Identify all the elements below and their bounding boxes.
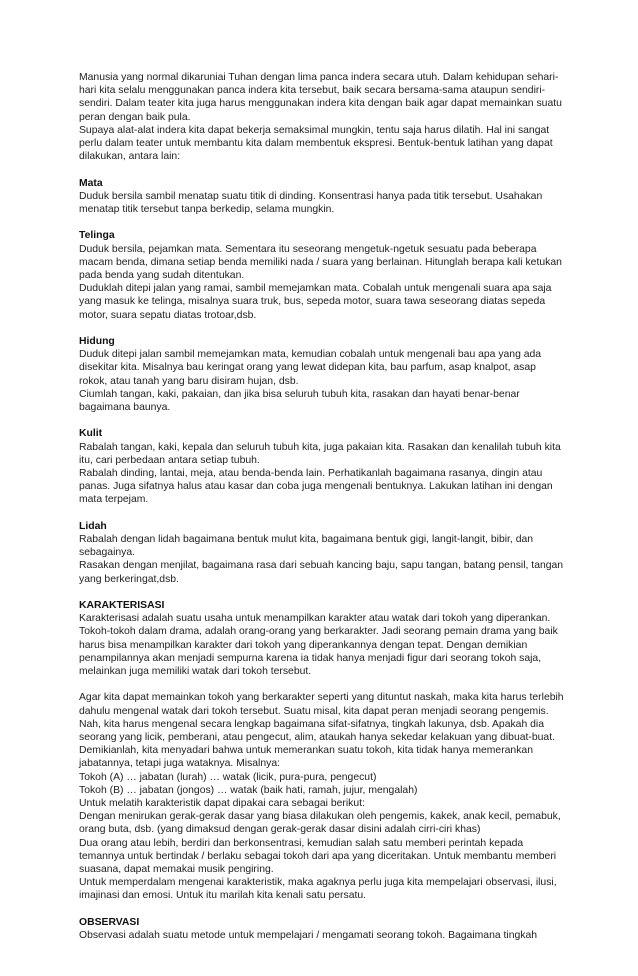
section-hidung — [79, 335, 565, 414]
section-heading: Telinga — [79, 230, 115, 242]
section-paragraph: Dengan menirukan gerak-gerak dasar yang biasa dilakukan oleh pengemis, kakek, anak kecil, pemabuk, orang buta, dsb. (yang dimaksud dengan gerak-gerak dasar disini adalah cirri-ciri khas) — [79, 811, 561, 836]
section-observasi — [79, 916, 565, 942]
section-telinga — [79, 229, 565, 321]
intro-paragraph: Supaya alat-alat indera kita dapat bekerja semaksimal mungkin, tentu saja harus dilatih. Hal ini sangat perlu dalam teater untuk membantu kita dalam membentuk ekspresi. Bentuk-bentuk latihan yang dapat dilakukan, antara lain: — [79, 124, 553, 163]
section-paragraph: Rabalah dinding, lantai, meja, atau benda-benda lain. Perhatikanlah bagaimana rasanya, dingin atau panas. Juga sifatnya halus atau kasar dan coba juga mengenali bentuknya. Lakukan latihan ini dengan mata terpejam. — [79, 468, 553, 506]
section-paragraph: Observasi adalah suatu metode untuk mempelajari / mengamati seorang tokoh. Bagaimana tingkah — [79, 930, 538, 942]
section-mata — [79, 177, 565, 217]
section-paragraph: Karakterisasi adalah suatu usaha untuk menampilkan karakter atau watak dari tokoh yang diperankan. Tokoh-tokoh dalam drama, adalah orang-orang yang berkarakter. Jadi seorang pemain drama yang baik harus bisa menampilkan karakter dari tokoh yang diperankannya dengan tepat. Dengan demikian penampilannya akan menjadi sempurna karena ia tidak hanya menjadi figur dari seorang tokoh saja, melainkan juga memiliki watak dari tokoh tersebut. — [79, 613, 558, 678]
section-paragraph: Dua orang atau lebih, berdiri dan berkonsentrasi, kemudian salah satu memberi perintah kepada temannya untuk bertindak / berlaku sebagai tokoh dari apa yang diceritakan. Untuk membantu memberi suasana, dapat memakai musik pengiring. — [79, 837, 557, 876]
section-heading: KARAKTERISASI — [79, 600, 165, 612]
paragraph-gap — [79, 678, 565, 691]
section-karakterisasi — [79, 599, 565, 903]
intro-paragraph: Manusia yang normal dikaruniai Tuhan dengan lima panca indera secara utuh. Dalam kehidupan sehari-hari kita selalu menggunakan panca indera kita tersebut, baik secara bersama-sama ataupun sendiri-sendiri. Dalam teater kita juga harus menggunakan indera kita dengan baik agar dapat memainkan suatu peran dengan baik pula. — [79, 72, 562, 123]
section-paragraph: Untuk melatih karakteristik dapat dipakai cara sebagai berikut: — [79, 798, 365, 810]
section-heading: OBSERVASI — [79, 916, 140, 928]
section-heading: Lidah — [79, 520, 107, 532]
section-paragraph: Duduk ditepi jalan sambil memejamkan mata, kemudian cobalah untuk mengenali bau apa yang ada disekitar kita. Misalnya bau keringat orang yang lewat didepan kita, bau parfum, asap knalpot, asap rokok, atau tanah yang baru disiram hujan, dsb. — [79, 349, 542, 387]
example-line: Tokoh (A) … jabatan (lurah) … watak (licik, pura-pura, pengecut) — [79, 771, 377, 783]
section-lidah — [79, 520, 565, 586]
section-paragraph: Rabalah dengan lidah bagaimana bentuk mulut kita, bagaimana bentuk gigi, langit-langit, bibir, dan sebagainya. — [79, 534, 534, 559]
section-heading: Mata — [79, 177, 103, 189]
section-kulit — [79, 427, 565, 506]
section-paragraph: Duduk bersila sambil menatap suatu titik di dinding. Konsentrasi hanya pada titik tersebut. Usahakan menatap titik tersebut tanpa berkedip, selama mungkin. — [79, 190, 543, 216]
section-heading: Kulit — [79, 428, 103, 440]
section-paragraph: Agar kita dapat memainkan tokoh yang berkarakter seperti yang dituntut naskah, maka kita harus terlebih dahulu mengenal watak dari tokoh tersebut. Suatu misal, kita dapat peran menjadi seorang pengemis. Nah, kita harus mengenal secara lengkap bagaimana sifat-sifatnya, tingkah lakunya, dsb. Apakah dia seorang yang licik, pemberani, atau pengecut, alim, ataukah hanya sekedar kelakuan yang dibuat-buat. — [79, 692, 564, 744]
document-page — [79, 71, 565, 955]
section-paragraph: Rasakan dengan menjilat, bagaimana rasa dari sebuah kancing baju, sapu tangan, batang pensil, tangan yang berkeringat,dsb. — [79, 560, 564, 585]
section-paragraph: Ciumlah tangan, kaki, pakaian, dan jika bisa seluruh tubuh kita, rasakan dan hayati benar-benar bagaimana baunya. — [79, 388, 520, 414]
section-heading: Hidung — [79, 336, 115, 348]
section-paragraph: Duduklah ditepi jalan yang ramai, sambil memejamkan mata. Cobalah untuk mengenali suara apa saja yang masuk ke telinga, misalnya suara truk, bus, sepeda motor, suara tawa seseorang diatas sepeda motor, suara sepatu diatas trotoar,dsb. — [79, 283, 552, 321]
example-line: Tokoh (B) … jabatan (jongos) … watak (baik hati, ramah, jujur, mengalah) — [79, 784, 418, 796]
section-paragraph: Demikianlah, kita menyadari bahwa untuk memerankan suatu tokoh, kita tidak hanya memerankan jabatannya, tetapi juga wataknya. Misalnya: — [79, 745, 533, 770]
intro-section — [79, 71, 565, 163]
section-paragraph: Untuk memperdalam mengenai karakteristik, maka agaknya perlu juga kita mempelajari observasi, ilusi, imajinasi dan emosi. Untuk itu marilah kita kenali satu persatu. — [79, 877, 557, 902]
section-paragraph: Rabalah tangan, kaki, kepala dan seluruh tubuh kita, juga pakaian kita. Rasakan dan kenalilah tubuh kita itu, cari perbedaan antara setiap tubuh. — [79, 441, 561, 466]
section-paragraph: Duduk bersila, pejamkan mata. Sementara itu seseorang mengetuk-ngetuk sesuatu pada beberapa macam benda, dimana setiap benda memiliki nada / suara yang berlainan. Hitunglah berapa kali ketukan pada benda yang sudah ditentukan. — [79, 243, 562, 282]
